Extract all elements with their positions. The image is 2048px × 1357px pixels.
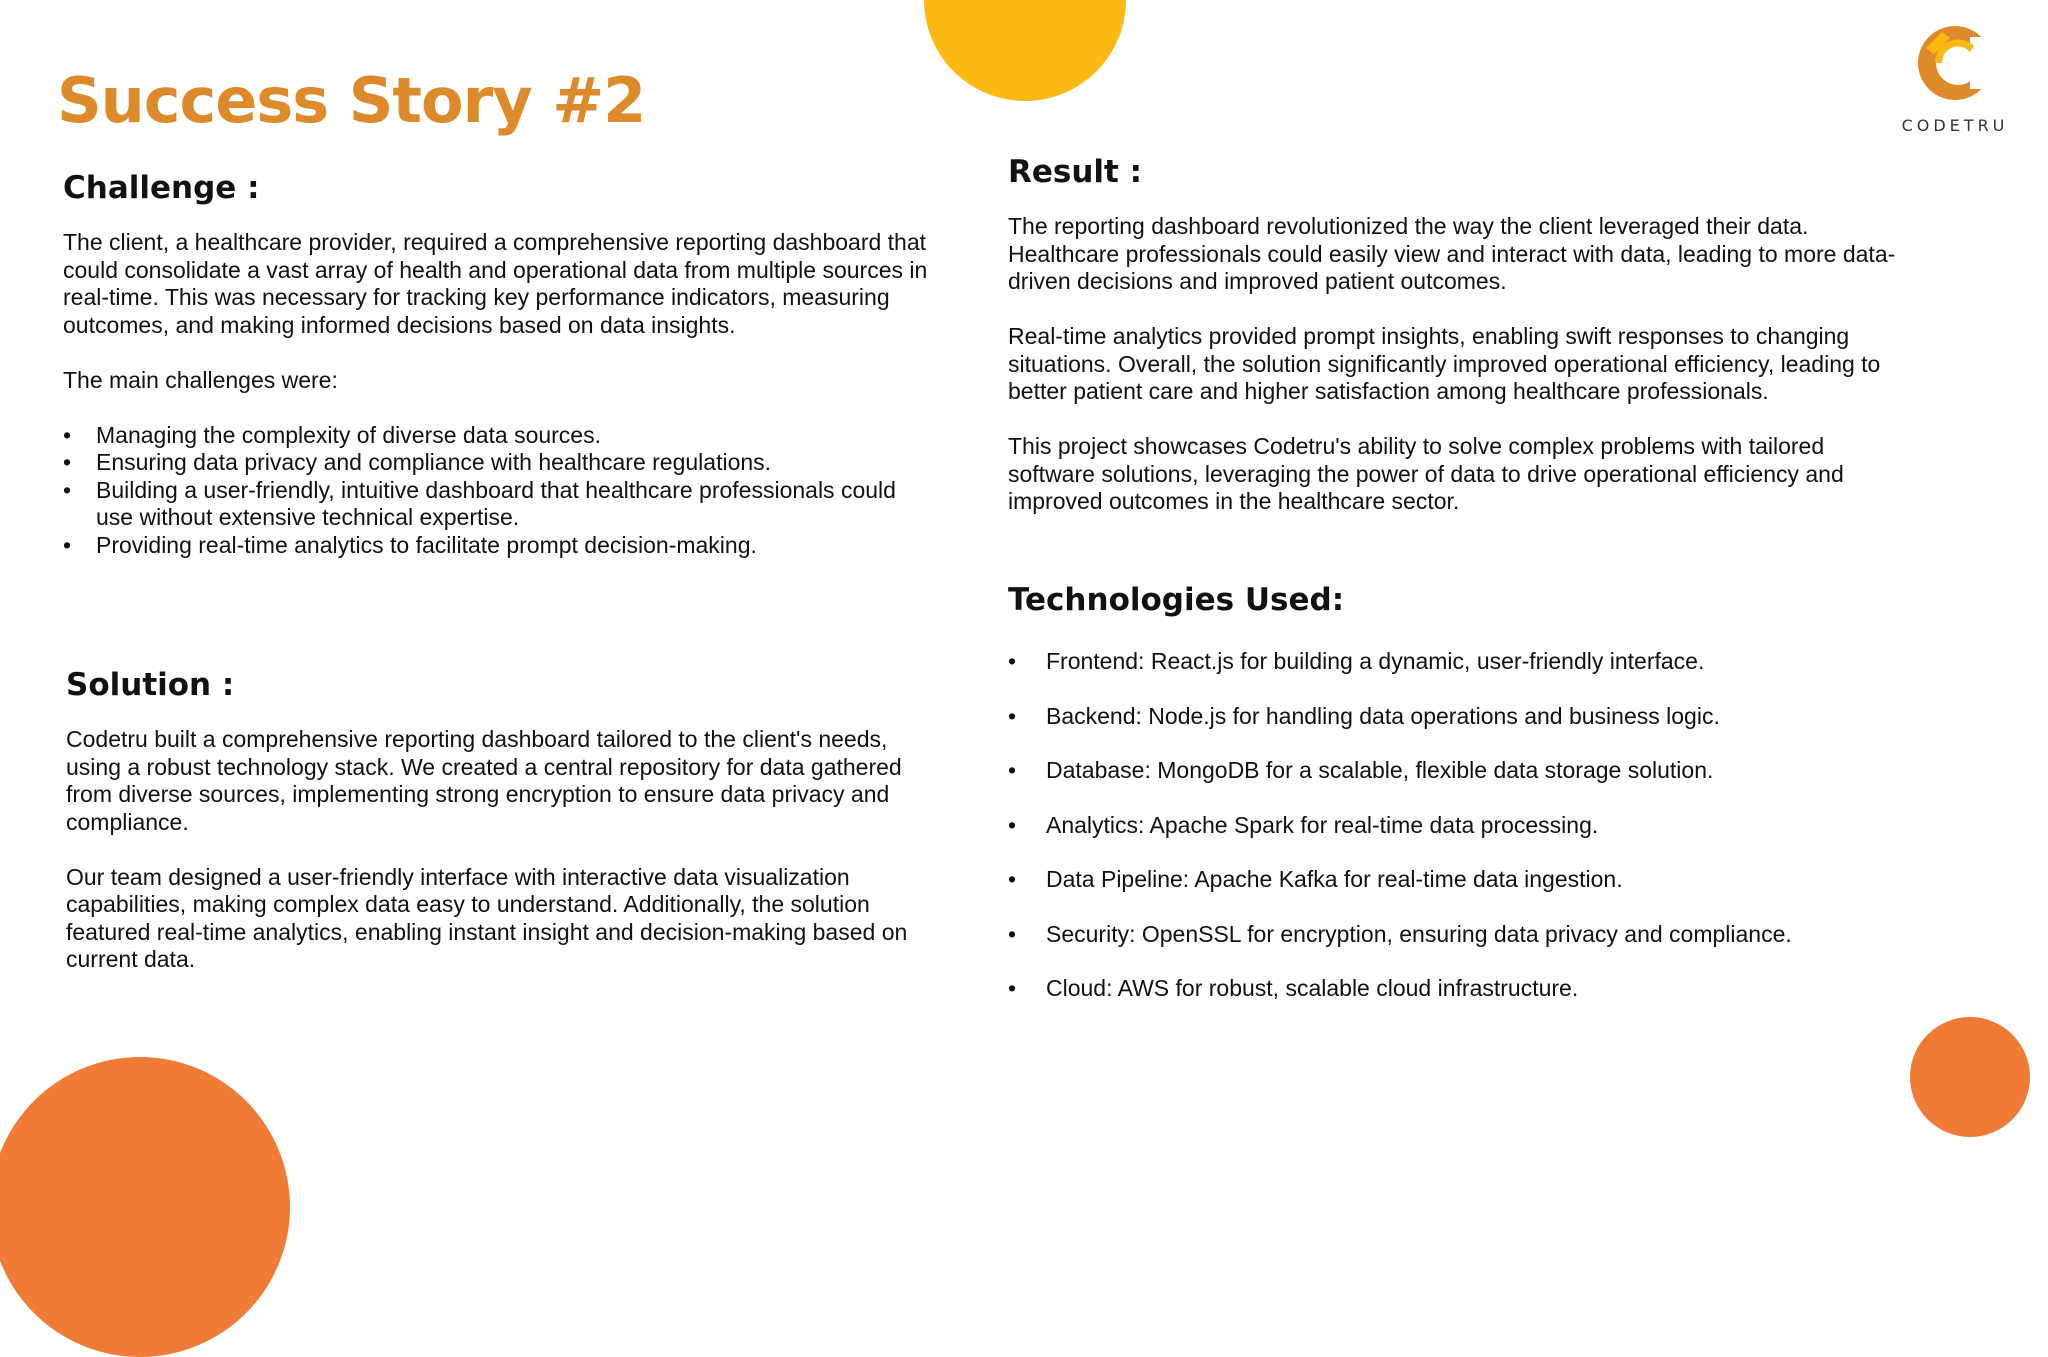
technology-item: • Frontend: React.js for building a dynamic, user-friendly interface. bbox=[1008, 648, 1908, 676]
result-section bbox=[1008, 152, 1898, 516]
challenge-item: • Ensuring data privacy and compliance with healthcare regulations. bbox=[63, 449, 933, 477]
decorative-circle-bottom-right bbox=[1910, 1017, 2030, 1137]
challenge-item: • Building a user-friendly, intuitive dashboard that healthcare professionals could use without extensive technical expertise. bbox=[63, 477, 933, 532]
technologies-heading: Technologies Used: bbox=[1008, 582, 1345, 618]
solution-paragraph: Codetru built a comprehensive reporting dashboard tailored to the client's needs, using a robust technology stack. We created a central repository for data gathered from diverse sources, implementing strong encryption to ensure data privacy and compliance. bbox=[66, 726, 902, 835]
challenge-heading: Challenge : bbox=[63, 170, 260, 206]
solution-section bbox=[66, 665, 926, 974]
technology-item: • Cloud: AWS for robust, scalable cloud infrastructure. bbox=[1008, 975, 1908, 1003]
technology-item: • Database: MongoDB for a scalable, flexible data storage solution. bbox=[1008, 757, 1908, 785]
page-title: Success Story #2 bbox=[57, 64, 646, 137]
result-paragraph: The reporting dashboard revolutionized the way the client leveraged their data. Healthcare professionals could easily view and interact with data, leading to more data-driven decisions and improved patient outcomes. bbox=[1008, 213, 1896, 294]
result-paragraph: Real-time analytics provided prompt insights, enabling swift responses to changing situations. Overall, the solution significantly improved operational efficiency, leading to better patient care and higher satisfaction among healthcare professionals. bbox=[1008, 323, 1881, 404]
solution-heading: Solution : bbox=[66, 667, 235, 703]
challenge-body: The client, a healthcare provider, required a comprehensive reporting dashboard that could consolidate a vast array of health and operational data from multiple sources in real-time. This was necessary for tracking key performance indicators, measuring outcomes, and making informed decisions based on data insights. bbox=[63, 229, 928, 338]
technology-item: • Analytics: Apache Spark for real-time data processing. bbox=[1008, 812, 1908, 840]
codetru-logo-mark-icon bbox=[1912, 20, 1998, 106]
result-heading: Result : bbox=[1008, 154, 1143, 190]
decorative-circle-top bbox=[924, 0, 1126, 101]
technology-item: • Backend: Node.js for handling data operations and business logic. bbox=[1008, 703, 1908, 731]
challenge-item: • Managing the complexity of diverse data sources. bbox=[63, 422, 933, 450]
codetru-logo bbox=[1890, 20, 2020, 135]
result-paragraph: This project showcases Codetru's ability to solve complex problems with tailored software solutions, leveraging the power of data to drive operational efficiency and improved outcomes in the healthcare sector. bbox=[1008, 433, 1844, 514]
challenge-section bbox=[63, 168, 933, 559]
technology-item: • Security: OpenSSL for encryption, ensuring data privacy and compliance. bbox=[1008, 921, 1908, 949]
challenge-list bbox=[63, 422, 933, 560]
decorative-circle-bottom-left bbox=[0, 1057, 290, 1357]
technology-item: • Data Pipeline: Apache Kafka for real-time data ingestion. bbox=[1008, 866, 1908, 894]
solution-paragraph: Our team designed a user-friendly interface with interactive data visualization capabilities, making complex data easy to understand. Additionally, the solution featured real-time analytics, enabling instant insight and decision-making based on current data. bbox=[66, 863, 908, 972]
challenge-item: • Providing real-time analytics to facilitate prompt decision-making. bbox=[63, 532, 933, 560]
technologies-section bbox=[1008, 580, 1908, 1030]
challenge-intro: The main challenges were: bbox=[63, 366, 338, 393]
logo-wordmark: CODETRU bbox=[1901, 116, 2009, 135]
technologies-list bbox=[1008, 648, 1908, 1003]
